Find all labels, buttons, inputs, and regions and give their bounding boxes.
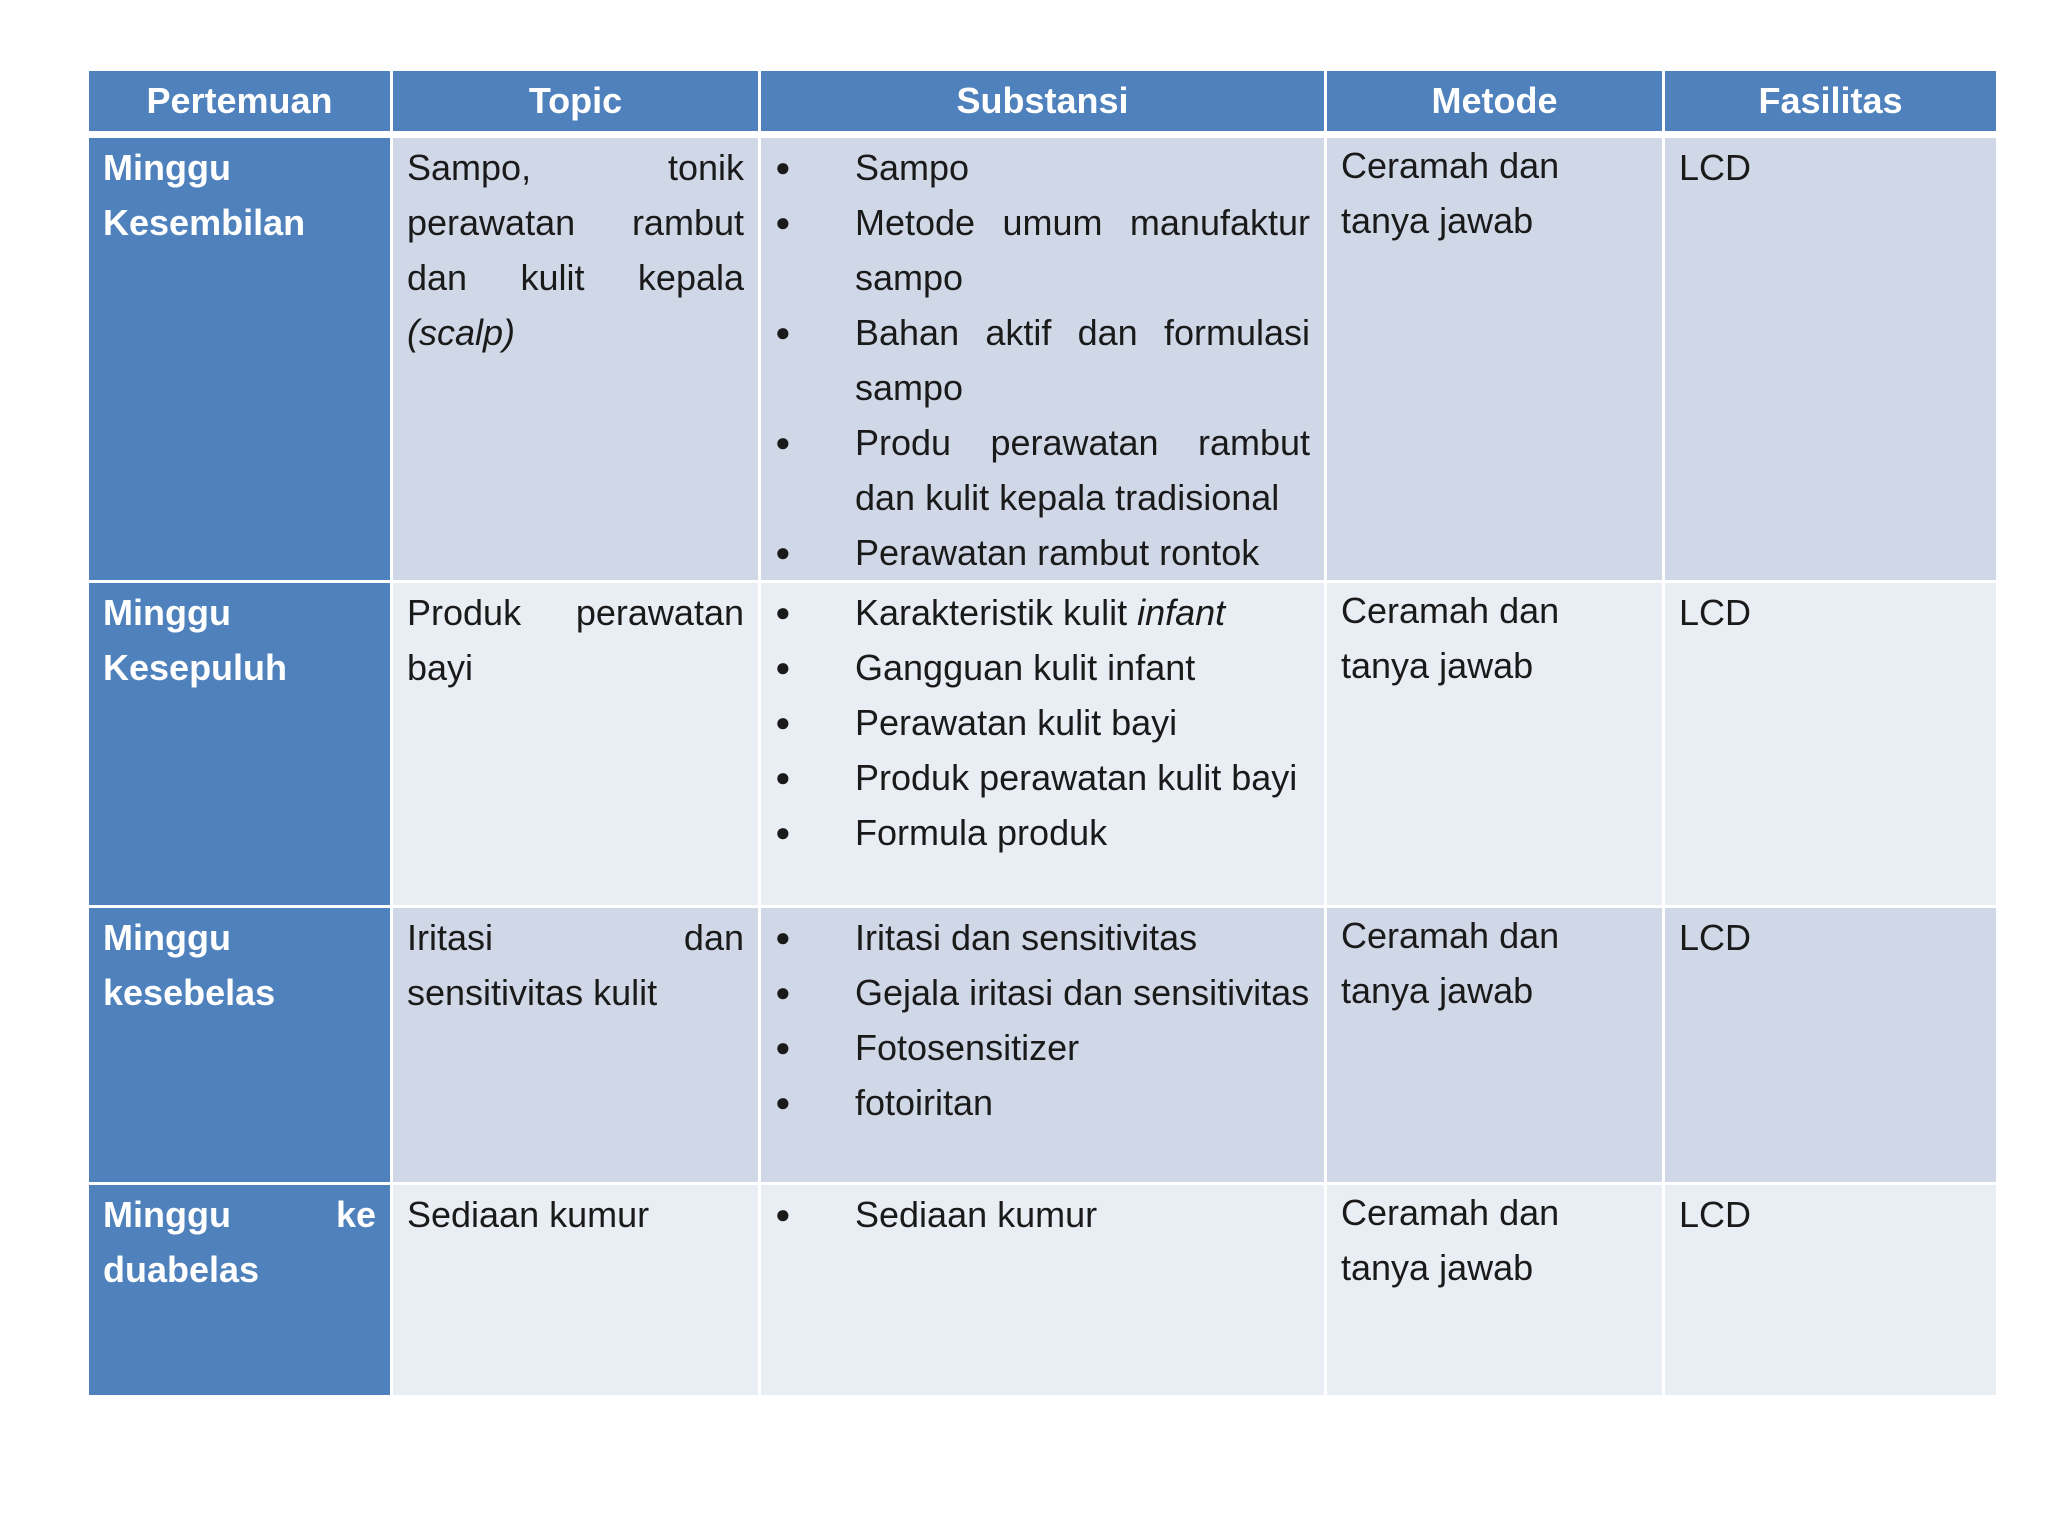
header-substansi: Substansi xyxy=(760,70,1326,135)
substansi-cell xyxy=(760,582,1326,907)
substansi-list xyxy=(775,910,1310,1130)
list-item: ● Formula produk xyxy=(775,805,1310,860)
substansi-cell xyxy=(760,1184,1326,1397)
list-item-italic-text: infant xyxy=(1137,592,1226,633)
list-item: ● Gangguan kulit infant xyxy=(775,640,1310,695)
topic-cell: Sediaan kumur xyxy=(392,1184,760,1397)
fasilitas-cell: LCD xyxy=(1664,1184,1998,1397)
list-item: ● Metode umum manufaktur sampo xyxy=(775,195,1310,305)
substansi-list xyxy=(775,140,1310,580)
table-row xyxy=(88,582,1998,907)
table-header xyxy=(88,70,1998,135)
substansi-list xyxy=(775,1187,1310,1242)
week-cell: Minggu Kesembilan xyxy=(88,135,392,582)
topic-italic-text: (scalp) xyxy=(407,312,516,353)
metode-cell: Ceramah dan tanya jawab xyxy=(1326,135,1664,582)
table-row xyxy=(88,135,1998,582)
list-item: ● Produ perawatan rambut dan kulit kepala tradisional xyxy=(775,415,1310,525)
header-fasilitas: Fasilitas xyxy=(1664,70,1998,135)
metode-cell: Ceramah dan tanya jawab xyxy=(1326,907,1664,1184)
metode-cell: Ceramah dan tanya jawab xyxy=(1326,1184,1664,1397)
table-row xyxy=(88,1184,1998,1397)
list-item: ● Produk perawatan kulit bayi xyxy=(775,750,1310,805)
list-item: ● Sediaan kumur xyxy=(775,1187,1310,1242)
schedule-table xyxy=(86,68,1999,1398)
week-cell: Minggu kesebelas xyxy=(88,907,392,1184)
fasilitas-cell: LCD xyxy=(1664,135,1998,582)
list-item: ● Perawatan rambut rontok xyxy=(775,525,1310,580)
substansi-list xyxy=(775,585,1310,860)
list-item: ● Iritasi dan sensitivitas xyxy=(775,910,1310,965)
topic-cell: Iritasi dan sensitivitas kulit xyxy=(392,907,760,1184)
table-row xyxy=(88,907,1998,1184)
header-pertemuan: Pertemuan xyxy=(88,70,392,135)
list-item: ● Perawatan kulit bayi xyxy=(775,695,1310,750)
list-item: ● fotoiritan xyxy=(775,1075,1310,1130)
metode-cell: Ceramah dan tanya jawab xyxy=(1326,582,1664,907)
fasilitas-cell: LCD xyxy=(1664,907,1998,1184)
topic-cell: Produk perawatan bayi xyxy=(392,582,760,907)
list-item: ● Bahan aktif dan formulasi sampo xyxy=(775,305,1310,415)
fasilitas-cell: LCD xyxy=(1664,582,1998,907)
list-item: ● Gejala iritasi dan sensitivitas xyxy=(775,965,1310,1020)
header-topic: Topic xyxy=(392,70,760,135)
header-row xyxy=(88,70,1998,135)
list-item-text: Karakteristik kulit xyxy=(855,592,1138,633)
topic-text: Sampo, tonik perawatan rambut dan kulit kepala xyxy=(407,147,744,298)
list-item: ● Fotosensitizer xyxy=(775,1020,1310,1075)
substansi-cell xyxy=(760,135,1326,582)
header-metode: Metode xyxy=(1326,70,1664,135)
week-cell: Minggu Kesepuluh xyxy=(88,582,392,907)
week-cell: Minggu ke duabelas xyxy=(88,1184,392,1397)
substansi-cell xyxy=(760,907,1326,1184)
list-item: ● Sampo xyxy=(775,140,1310,195)
list-item xyxy=(775,585,1310,640)
topic-cell xyxy=(392,135,760,582)
